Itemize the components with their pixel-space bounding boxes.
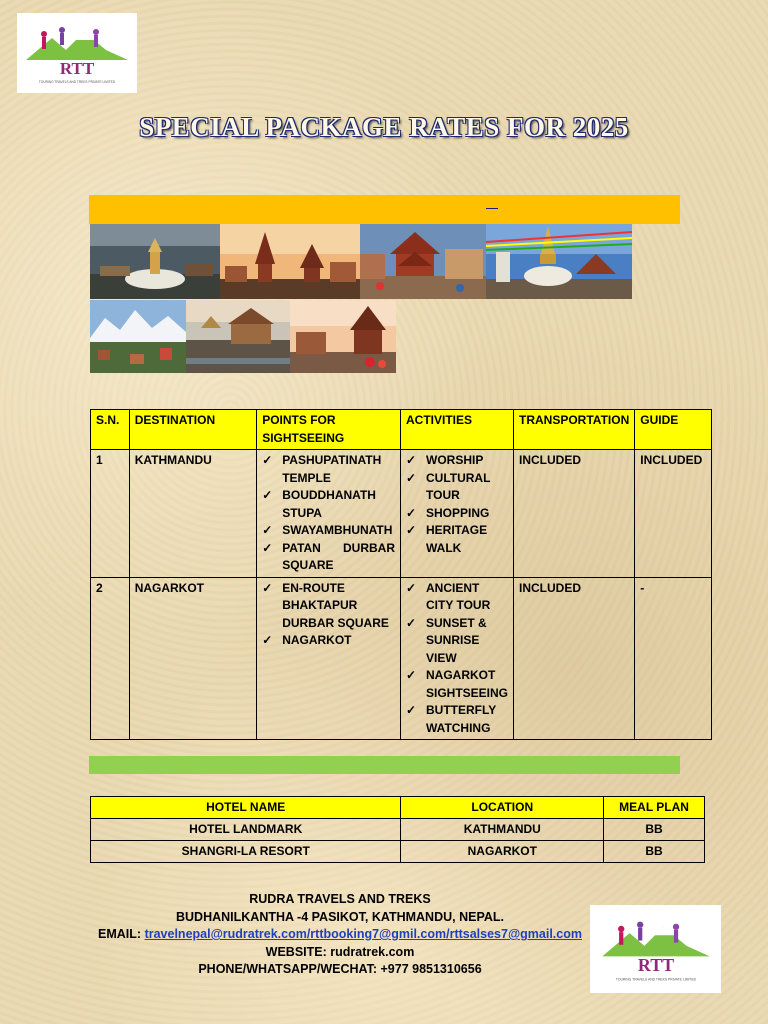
header-points: POINTS FOR SIGHTSEEING [257,410,401,450]
rtt-logo-icon [22,20,132,86]
yellow-banner [89,195,680,224]
company-logo-bottom [590,905,721,993]
logo-letters: RTT [59,59,95,78]
header-activities: ACTIVITIES [401,410,514,450]
header-meal-plan: MEAL PLAN [604,797,705,819]
hotel-meal-plan: BB [604,841,705,863]
company-name: RUDRA TRAVELS AND TREKS [249,892,431,906]
hotel-table [90,796,705,863]
table-row [91,819,705,841]
header-sn: S.N. [91,410,130,450]
check-icon: ✓ [406,580,417,595]
list-item [406,452,508,470]
row-transportation: INCLUDED [514,450,635,578]
point-label: BOUDDHANATH STUPA [282,488,376,520]
list-item [406,505,508,523]
point-label: PATAN DURBAR SQUARE [282,540,395,572]
list-item [262,580,395,633]
row-activities [401,450,514,578]
row-sn: 1 [91,450,130,578]
list-item [262,452,395,487]
check-icon: ✓ [262,453,273,467]
hotel-header-row [91,797,705,819]
hotel-location: NAGARKOT [401,841,604,863]
hotel-meal-plan: BB [604,819,705,841]
list-item [406,522,508,557]
activity-label: NAGARKOT SIGHTSEEING [426,668,509,700]
banner-underscore [486,208,498,209]
pashupatinath-temple-photo [186,300,290,373]
check-icon: ✓ [406,453,417,467]
list-item [262,632,395,650]
hotel-name: HOTEL LANDMARK [91,819,401,841]
basantapur-temple-photo [360,224,486,299]
row-guide: - [635,577,712,740]
points-list [262,452,395,575]
email-link[interactable]: travelnepal@rudratrek.com/rttbooking7@gmil.com/rttsalses7@gmail.com [144,927,582,941]
header-guide: GUIDE [635,410,712,450]
check-icon: ✓ [406,523,417,537]
check-icon: ✓ [406,505,417,520]
rtt-logo-icon [598,914,714,984]
patan-durbar-square-photo [220,224,360,299]
logo-tagline: TOURING TRAVELS AND TREKS PRIVATE LIMITED [38,80,116,84]
email-label: EMAIL: [98,927,142,941]
row-guide: INCLUDED [635,450,712,578]
row-transportation: INCLUDED [514,577,635,740]
table-row [91,841,705,863]
contact-footer [90,891,590,979]
check-icon: ✓ [406,668,417,682]
check-icon: ✓ [406,703,417,717]
website-line: WEBSITE: rudratrek.com [265,944,415,959]
list-item [262,487,395,522]
header-hotel-name: HOTEL NAME [91,797,401,819]
activities-list [406,580,508,738]
itinerary-table [90,409,712,740]
check-icon: ✓ [406,470,417,485]
activities-list [406,452,508,557]
row-sn: 2 [91,577,130,740]
list-item [406,580,508,615]
nagarkot-mountain-photo [90,300,186,373]
green-banner [89,756,680,774]
list-item [406,702,508,737]
point-label: SWAYAMBHUNATH [282,523,393,537]
activity-label: BUTTERFLY WATCHING [426,703,497,735]
header-transportation: TRANSPORTATION [514,410,635,450]
activity-label: SHOPPING [426,505,490,520]
list-item [262,540,395,575]
activity-label: ANCIENT CITY TOUR [426,580,491,612]
list-item [262,522,395,540]
check-icon: ✓ [262,523,273,537]
activity-label: SUNSET & SUNRISE VIEW [426,615,487,665]
phone-line: PHONE/WHATSAPP/WECHAT: +977 9851310656 [198,962,482,976]
logo-tagline: TOURING TRAVELS AND TREKS PRIVATE LIMITED [615,977,696,982]
table-row [91,450,712,578]
itinerary-header-row [91,410,712,450]
page-title: SPECIAL PACKAGE RATES FOR 2025 [139,112,629,142]
company-logo-top [17,13,137,93]
points-list [262,580,395,650]
check-icon: ✓ [262,488,273,502]
check-icon: ✓ [262,540,273,555]
row-destination: KATHMANDU [129,450,257,578]
list-item [406,470,508,505]
activity-label: CULTURAL TOUR [426,470,491,502]
hotel-name: SHANGRI-LA RESORT [91,841,401,863]
activity-label: WORSHIP [426,453,484,467]
table-row [91,577,712,740]
row-points [257,577,401,740]
bhaktapur-durbar-square-photo [290,300,396,373]
header-location: LOCATION [401,797,604,819]
boudhanath-stupa-photo [90,224,220,299]
check-icon: ✓ [262,633,273,647]
company-address: BUDHANILKANTHA -4 PASIKOT, KATHMANDU, NEPAL. [176,909,504,924]
point-label: EN-ROUTE BHAKTAPUR DURBAR SQUARE [282,580,389,630]
hotel-location: KATHMANDU [401,819,604,841]
activity-label: HERITAGE WALK [426,523,488,555]
swayambhunath-stupa-photo [486,224,632,299]
list-item [406,615,508,668]
check-icon: ✓ [406,615,417,630]
email-line [90,926,590,944]
point-label: NAGARKOT [282,633,352,647]
logo-letters: RTT [637,955,674,976]
header-destination: DESTINATION [129,410,257,450]
row-points [257,450,401,578]
row-activities [401,577,514,740]
check-icon: ✓ [262,580,273,595]
row-destination: NAGARKOT [129,577,257,740]
list-item [406,667,508,702]
point-label: PASHUPATINATH TEMPLE [282,453,382,485]
